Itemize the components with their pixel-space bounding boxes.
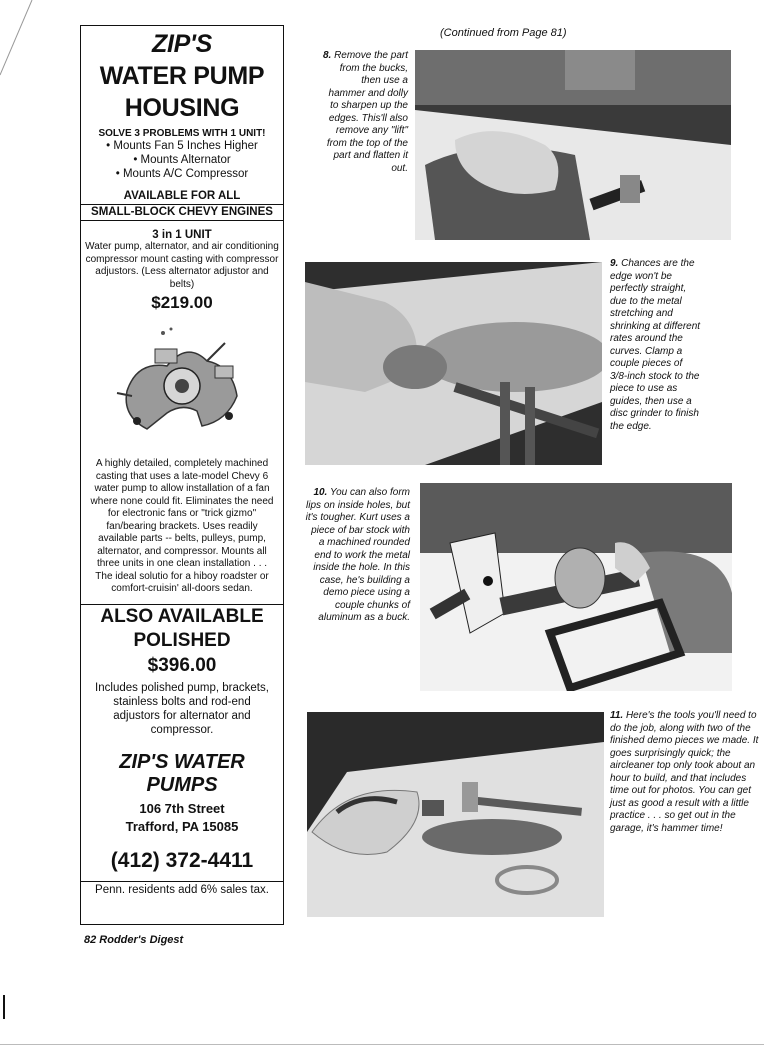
page-bottom-rule [0,1044,764,1045]
page-footer: 82 Rodder's Digest [84,934,184,946]
ad-three-in-one: 3 in 1 UNIT [152,229,212,241]
ad-polished-description: Includes polished pump, brackets, stainless bolts and rod-end adjustors for alternator and compressor. [95,681,269,736]
caption-10 [304,487,410,625]
ad-polished-price: $396.00 [147,654,217,676]
caption-11-number: 11. [610,710,624,721]
photo-hammer-dolly [415,50,731,240]
ad-available-line-1: AVAILABLE FOR ALL [123,190,241,202]
ad-title-line-3: HOUSING [124,94,240,122]
photo-bar-stock-buck [420,483,732,691]
continued-header: (Continued from Page 81) [440,27,567,39]
caption-8-text: Remove the part from the bucks, then use a hammer and dolly to sharpen up the edges. This'll also remove any "lift" from the top of the part and flatten it out. [326,50,408,174]
caption-11 [610,710,760,835]
ad-also-available-line-2: POLISHED [133,629,231,651]
water-pump-illustration [107,321,257,446]
ad-title-line-2: WATER PUMP [99,62,265,90]
caption-9-number: 9. [610,258,619,269]
ad-available-line-2: SMALL-BLOCK CHEVY ENGINES [80,204,284,221]
page-corner-fold [0,0,40,80]
caption-9 [610,258,702,433]
ad-feature-1: • Mounts Fan 5 Inches Higher [106,140,258,152]
caption-8-number: 8. [322,50,332,61]
photo-disc-grinder [305,262,602,465]
caption-11-text: Here's the tools you'll need to do the job, along with two of the finished demo pieces we made. It goes surprisingly quick; the aircleaner top only took about an hour to build, and that includes time out for photos. You can get just as good a result with a little practice . . . so get out in the garage, it's hammer time! [610,710,759,834]
ad-brand-line-1: ZIP'S WATER [119,750,245,773]
ad-feature-2: • Mounts Alternator [133,154,231,166]
photo-tools-and-pieces [307,712,604,917]
margin-mark [3,995,5,1019]
ad-tax-note: Penn. residents add 6% sales tax. [80,881,284,896]
ad-title-line-1: ZIP'S [151,30,212,58]
ad-unit-description: Water pump, alternator, and air conditioning compressor mount casting with compressor adjustors. (Less alternator adjustor and belts) [85,241,279,290]
caption-10-number: 10. [313,487,328,498]
ad-description: A highly detailed, completely machined casting that uses a late-model Chevy 6 water pump to allow installation of a fan where none could fit. Eliminates the need for electronic fans or "trick gizmo" fan/bearing brackets. Uses readily available parts -- belts, pulleys, pump, alternator, and compressor. Mounts all three units in one clean installation . . . The ideal solutio for a hiboy roadster or comfort-cruisin' all-doors sedan. [90,458,274,594]
ad-price: $219.00 [151,293,213,312]
ad-feature-3: • Mounts A/C Compressor [115,168,249,180]
ad-street: 106 7th Street [139,800,225,816]
caption-8 [322,50,408,175]
ad-also-available-line-1: ALSO AVAILABLE [80,604,284,629]
caption-10-text: You can also form lips on inside holes, but it's tougher. Kurt uses a piece of bar stock with a machined rounded end to work the metal inside the hole. In this case, he's building a demo piece using a couple chunks of aluminum as a buck. [305,487,410,623]
zips-ad [80,25,284,925]
ad-phone: (412) 372-4411 [110,848,254,872]
ad-solve-headline: SOLVE 3 PROBLEMS WITH 1 UNIT! [98,128,266,139]
ad-city: Trafford, PA 15085 [125,818,239,834]
caption-9-text: Chances are the edge won't be perfectly straight, due to the metal stretching and shrinking at different rates around the curves. Clamp a couple pieces of 3/8-inch stock to the piece to use as guides, then use a disc grinder to finish the edge. [610,258,701,432]
ad-brand-line-2: PUMPS [146,773,218,796]
